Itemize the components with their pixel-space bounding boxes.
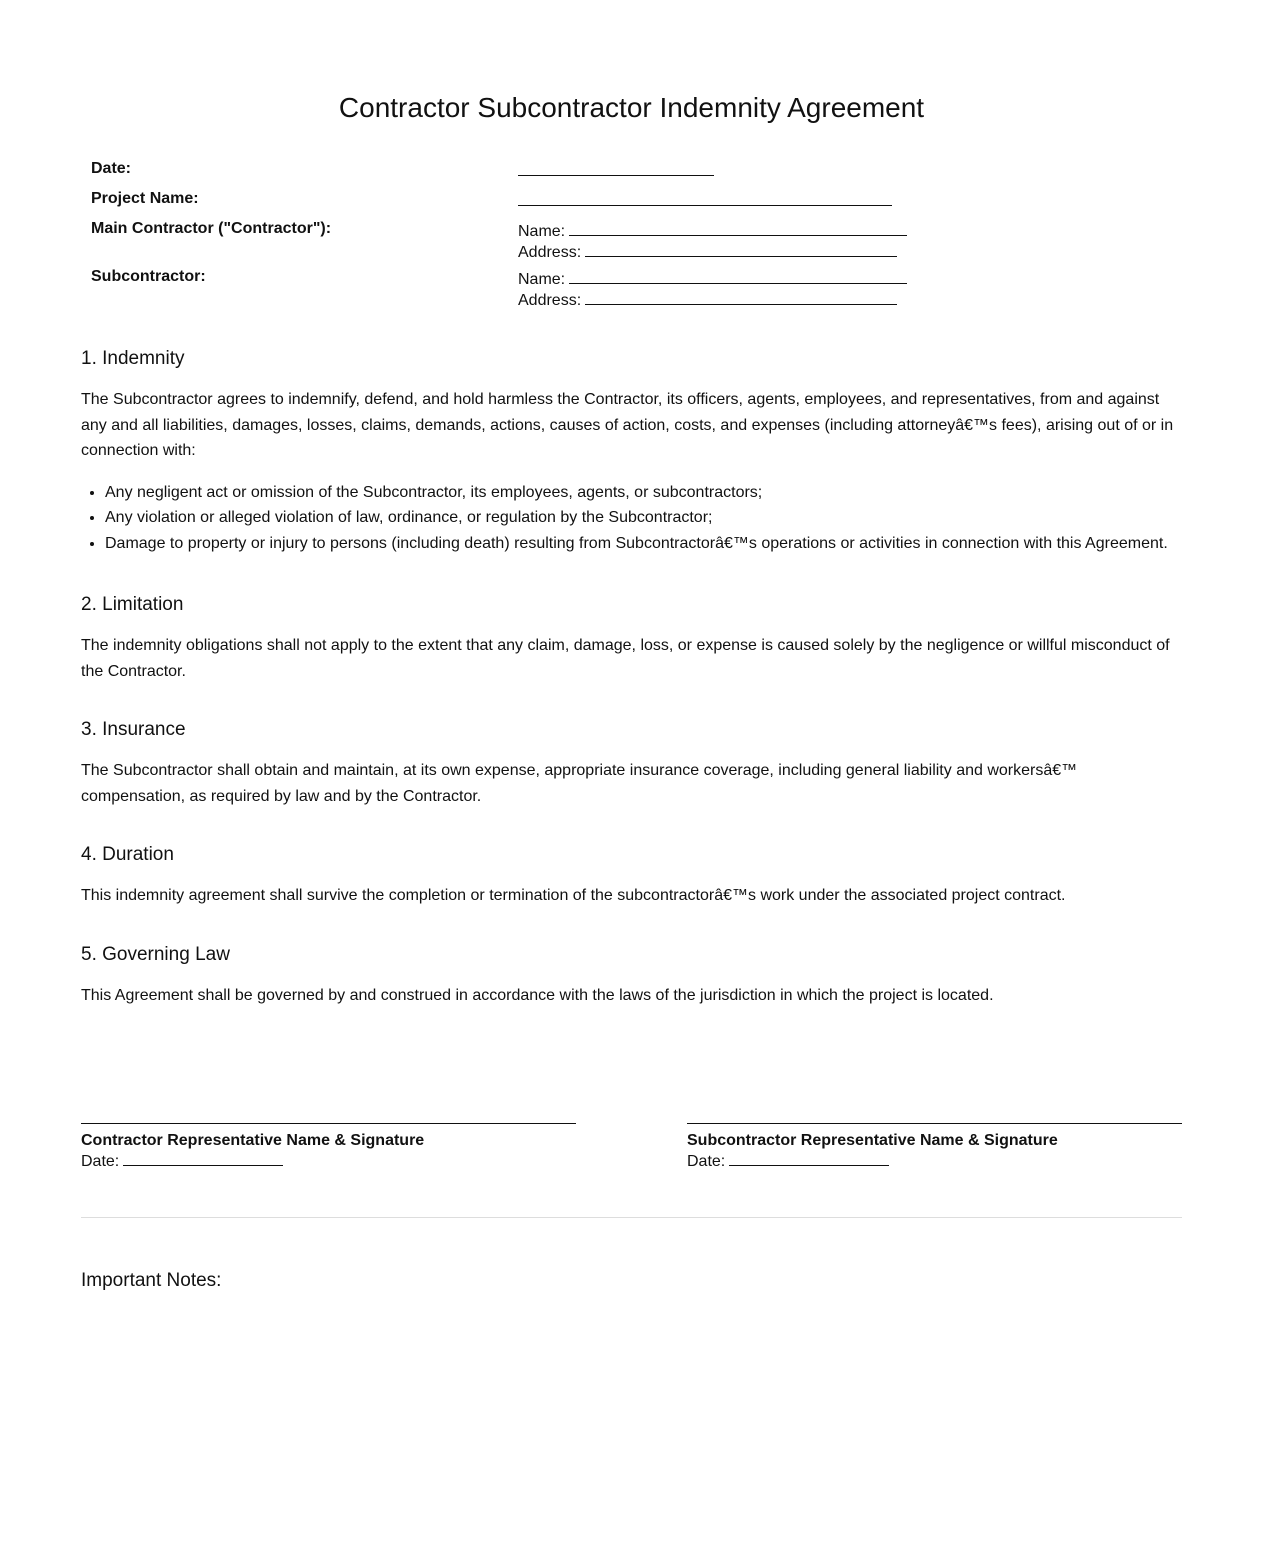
contractor-signature-block xyxy=(81,1123,576,1171)
project-name-blank xyxy=(518,190,892,206)
subcontractor-label: Subcontractor: xyxy=(91,268,206,285)
section-body: This indemnity agreement shall survive the completion or termination of the subcontractorâ€™s work under the associated project contract. xyxy=(81,887,1066,904)
section-duration xyxy=(81,843,1182,909)
list-item: • Any negligent act or omission of the Subcontractor, its employees, agents, or subcontractors; xyxy=(105,480,1182,506)
section-insurance xyxy=(81,718,1182,809)
subcontractor-address-label: Address: xyxy=(518,292,582,309)
important-notes-title: Important Notes: xyxy=(81,1270,222,1291)
subcontractor-date-label: Date: xyxy=(687,1153,726,1170)
subcontractor-signature-title: Subcontractor Representative Name & Signature xyxy=(687,1132,1058,1149)
subcontractor-signature-block xyxy=(687,1123,1182,1171)
indemnity-list xyxy=(81,480,1182,557)
contractor-address-blank xyxy=(585,241,897,257)
project-name-label: Project Name: xyxy=(91,190,199,207)
contractor-name-label: Name: xyxy=(518,223,566,240)
date-label: Date: xyxy=(91,160,132,177)
section-body: The Subcontractor agrees to indemnify, defend, and hold harmless the Contractor, its officers, agents, employees, and representatives, from and against any and all liabilities, damages, losses, claims, demands, actions, causes of action, costs, and expenses (including attorneyâ€™s fees), arising out of or in connection with: xyxy=(81,391,1174,459)
section-heading: 4. Duration xyxy=(81,844,174,865)
notes-divider xyxy=(81,1217,1182,1218)
list-item: • Any violation or alleged violation of law, ordinance, or regulation by the Subcontractor; xyxy=(105,505,1182,531)
document-title: Contractor Subcontractor Indemnity Agreement xyxy=(338,92,925,123)
contractor-name-blank xyxy=(569,220,907,236)
contractor-signature-title: Contractor Representative Name & Signature xyxy=(81,1132,425,1149)
section-body: The Subcontractor shall obtain and maintain, at its own expense, appropriate insurance coverage, including general liability and workersâ€™ compensation, as required by law and by the Contractor. xyxy=(81,762,1078,805)
subcontractor-name-blank xyxy=(569,268,907,284)
contractor-signature-line xyxy=(81,1123,576,1124)
section-heading: 5. Governing Law xyxy=(81,944,230,965)
subcontractor-date-blank xyxy=(729,1150,889,1166)
section-indemnity xyxy=(81,347,1182,556)
section-limitation xyxy=(81,593,1182,684)
section-body: This Agreement shall be governed by and construed in accordance with the laws of the jurisdiction in which the project is located. xyxy=(81,987,994,1004)
section-heading: 1. Indemnity xyxy=(81,348,185,369)
date-blank xyxy=(518,160,714,176)
subcontractor-address-blank xyxy=(585,289,897,305)
section-heading: 2. Limitation xyxy=(81,594,184,615)
list-item: • Damage to property or injury to persons (including death) resulting from Subcontractorâ€™s operations or activities in connection with this Agreement. xyxy=(105,531,1182,557)
section-governing-law xyxy=(81,943,1182,1009)
subcontractor-signature-line xyxy=(687,1123,1182,1124)
section-heading: 3. Insurance xyxy=(81,719,186,740)
contractor-label: Main Contractor ("Contractor"): xyxy=(91,220,332,237)
contractor-date-blank xyxy=(123,1150,283,1166)
subcontractor-name-label: Name: xyxy=(518,271,566,288)
contractor-address-label: Address: xyxy=(518,244,582,261)
section-body: The indemnity obligations shall not apply to the extent that any claim, damage, loss, or expense is caused solely by the negligence or willful misconduct of the Contractor. xyxy=(81,637,1170,680)
contractor-date-label: Date: xyxy=(81,1153,120,1170)
